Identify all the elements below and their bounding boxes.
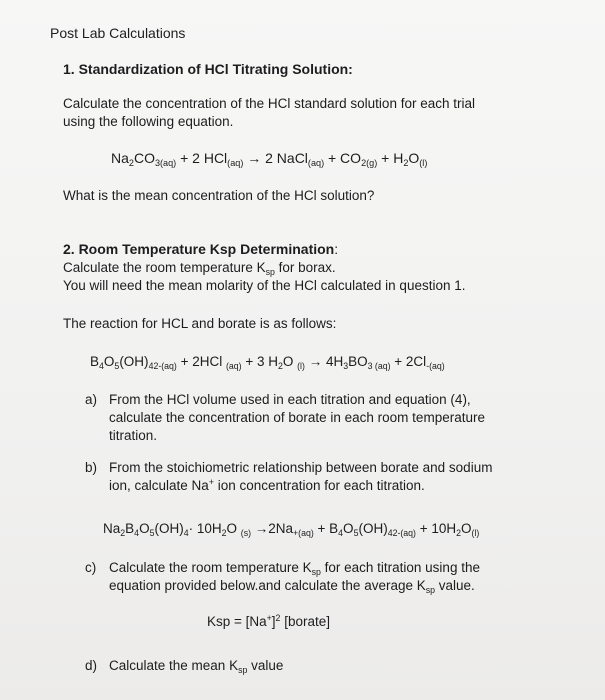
item-d-label: d)	[85, 658, 98, 673]
reaction-intro: The reaction for HCL and borate is as follows:	[63, 316, 337, 331]
item-c-label: c)	[85, 560, 97, 575]
item-a-line2: calculate the concentration of borate in each room temperature	[109, 410, 485, 425]
item-c-line1: Calculate the room temperature $K_{sp}$ for each titration using the	[109, 560, 480, 578]
equation-borate-hcl: $B_4O_5(OH)_{42-(aq)} + 2HCl$ $_{(aq)}$ + 3 $H_2O$ $_{(l)} \to 4H_3BO_3$ $_{(aq)} + 2Cl_{-(aq)}$	[90, 354, 445, 372]
item-c-line2: equation provided below.and calculate the average $K_{sp}$ value.	[109, 578, 475, 596]
section1-instruction-line1: Calculate the concentration of the HCl standard solution for each trial	[63, 96, 475, 111]
section2-heading: 2. Room Temperature Ksp Determination:	[63, 241, 339, 257]
item-a-label: a)	[85, 392, 98, 407]
item-a-line3: titration.	[109, 428, 158, 443]
ksp-equation: Ksp = $[Na^+]^2$ [borate]	[207, 613, 330, 629]
item-a-line1: From the HCl volume used in each titration and equation (4),	[109, 392, 471, 407]
section1-instruction-line2: using the following equation.	[63, 114, 234, 129]
section2-instruction-line1: Calculate the room temperature $K_{sp}$ for borax.	[63, 260, 336, 278]
equation-borax-dissolution: $Na_2B_4O_5(OH)_4\cdot 10H_2O$ $_{(s)} \to 2Na_{+(aq)} + B_4O_5(OH)_{42-(aq)} + 10H_2O_{(l)}$	[103, 521, 480, 539]
section1-question: What is the mean concentration of the HCl solution?	[63, 188, 375, 203]
item-d-line: Calculate the mean $K_{sp}$ value	[109, 658, 284, 676]
item-b-line1: From the stoichiometric relationship between borate and sodium	[109, 460, 493, 475]
equation-hcl-standardization: $Na_2CO_{3(aq)} + 2$ HCl$_{(aq)}$ → 2 NaCl$_{(aq)}$ + $CO_{2(g)} + H_2O_{(l)}$	[111, 150, 428, 169]
item-b-label: b)	[85, 460, 98, 475]
section1-heading: 1. Standardization of HCl Titrating Solution:	[63, 61, 353, 77]
page-title: Post Lab Calculations	[50, 25, 186, 41]
item-b-line2: ion, calculate Na+ ion concentration for each titration.	[109, 477, 425, 493]
section2-instruction-line2: You will need the mean molarity of the HCl calculated in question 1.	[63, 278, 466, 293]
